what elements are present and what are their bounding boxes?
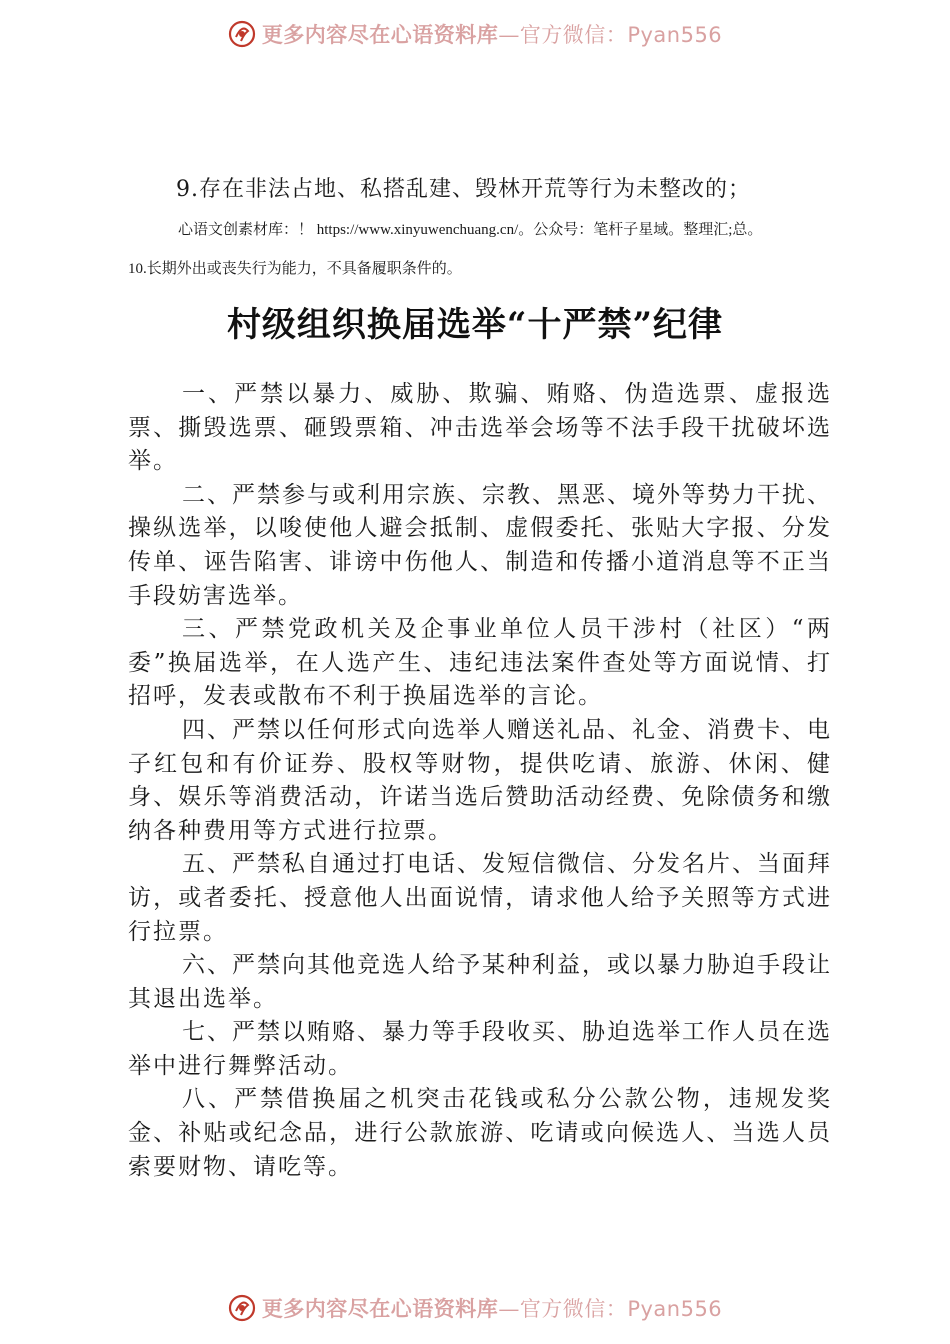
rules-section (128, 378, 832, 1184)
footer-watermark (0, 1288, 950, 1328)
rule-paragraph-5: 五、严禁私自通过打电话、发短信微信、分发名片、当面拜访，或者委托、授意他人出面说情，请求他人给予关照等方式进行拉票。 (128, 851, 832, 945)
list-item-10: 10.长期外出或丧失行为能力，不具备履职条件的。 (128, 261, 462, 277)
watermark-wechat-id: Pyan556 (627, 1297, 723, 1321)
rule-paragraph-6: 六、严禁向其他竞选人给予某种利益，或以暴力胁迫手段让其退出选举。 (128, 952, 832, 1012)
watermark-separator: — (498, 23, 520, 47)
watermark-brand: 更多内容尽在心语资料库 (261, 1296, 499, 1321)
rule-paragraph-7: 七、严禁以贿赂、暴力等手段收买、胁迫选举工作人员在选举中进行舞弊活动。 (128, 1019, 832, 1079)
rule-paragraph-1: 一、严禁以暴力、威胁、欺骗、贿赂、伪造选票、虚报选票、撕毁选票、砸毁票箱、冲击选举会场等不法手段干扰破坏选举。 (128, 381, 832, 475)
list-continuation (128, 170, 830, 250)
rule-paragraph-8: 八、严禁借换届之机突击花钱或私分公款公物，违规发奖金、补贴或纪念品，进行公款旅游、吃请或向候选人、当选人员索要财物、请吃等。 (128, 1086, 832, 1180)
watermark-separator: — (498, 1297, 520, 1321)
rule-paragraph-3: 三、严禁党政机关及企事业单位人员干涉村（社区）“两委”换届选举，在人选产生、违纪违法案件查处等方面说情、打招呼，发表或散布不利于换届选举的言论。 (128, 616, 832, 710)
header-watermark (0, 14, 950, 54)
list-item-9: 9.存在非法占地、私搭乱建、毁林开荒等行为未整改的； (176, 177, 751, 202)
watermark-label: 官方微信： (519, 1297, 628, 1321)
rule-paragraph-4: 四、严禁以任何形式向选举人赠送礼品、礼金、消费卡、电子红包和有价证券、股权等财物，提供吃请、旅游、休闲、健身、娱乐等消费活动，许诺当选后赞助活动经费、免除债务和缴纳各种费用等方式进行拉票。 (128, 716, 832, 844)
page-title: 村级组织换届选举“十严禁”纪律 (226, 305, 724, 345)
source-note: 心语文创素材库：！ https://www.xinyuwenchuang.cn/。公众号：笔杆子星域。整理汇;总。 (178, 222, 763, 238)
rule-paragraph-2: 二、严禁参与或利用宗族、宗教、黑恶、境外等势力干扰、操纵选举，以唆使他人避会抵制、虚假委托、张贴大字报、分发传单、诬告陷害、诽谤中伤他人、制造和传播小道消息等不正当手段妨害选举。 (128, 481, 832, 609)
watermark-wechat-id: Pyan556 (627, 23, 723, 47)
logo-icon (228, 1294, 256, 1322)
logo-icon (228, 20, 256, 48)
watermark-brand: 更多内容尽在心语资料库 (261, 22, 499, 47)
watermark-label: 官方微信： (519, 23, 628, 47)
